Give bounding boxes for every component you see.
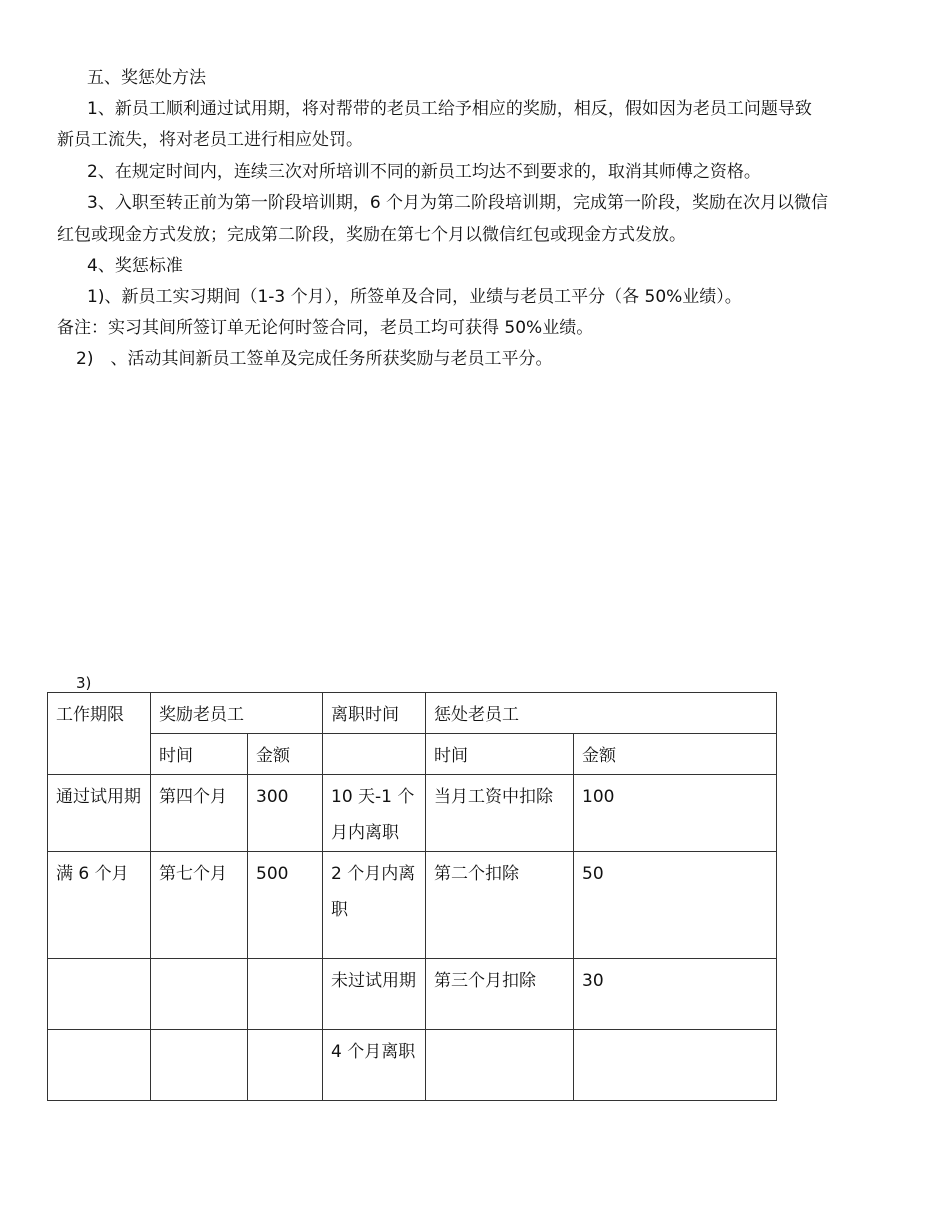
- header-penalty: 惩处老员工: [426, 693, 777, 734]
- cell-leave-time: 10 天-1 个月内离职: [323, 775, 426, 852]
- cell-reward-time: [151, 1030, 248, 1101]
- cell-reward-time: 第七个月: [151, 852, 248, 959]
- cell-penalty-amount: 50: [574, 852, 777, 959]
- cell-penalty-amount: 30: [574, 959, 777, 1030]
- table-row: [48, 959, 777, 1030]
- paragraph-3-line-1: 3、入职至转正前为第一阶段培训期，6 个月为第二阶段培训期，完成第一阶段，奖励在次月以微信: [87, 193, 829, 213]
- cell-leave-time: 未过试用期: [323, 959, 426, 1030]
- table-row: [48, 775, 777, 852]
- reward-penalty-table: [47, 692, 777, 1101]
- note: 备注：实习其间所签订单无论何时签合同，老员工均可获得 50%业绩。: [57, 318, 594, 338]
- subheader-penalty-amount: 金额: [574, 734, 777, 775]
- table-row: [48, 1030, 777, 1101]
- paragraph-4-heading: 4、奖惩标准: [87, 256, 183, 276]
- subheader-leave-empty: [323, 734, 426, 775]
- item-1: 1)、新员工实习期间（1-3 个月），所签单及合同，业绩与老员工平分（各 50%业绩）。: [87, 287, 742, 307]
- item-3-label: 3): [76, 674, 92, 692]
- header-work-period: 工作期限: [48, 693, 151, 775]
- cell-period: 通过试用期: [48, 775, 151, 852]
- item-2: 2) 、活动其间新员工签单及完成任务所获奖励与老员工平分。: [76, 349, 553, 369]
- paragraph-1-line-2: 新员工流失，将对老员工进行相应处罚。: [57, 130, 363, 150]
- cell-reward-amount: [248, 1030, 323, 1101]
- table-header-row: [48, 693, 777, 734]
- cell-penalty-amount: [574, 1030, 777, 1101]
- cell-penalty-amount: 100: [574, 775, 777, 852]
- cell-penalty-time: [426, 1030, 574, 1101]
- cell-penalty-time: 第三个月扣除: [426, 959, 574, 1030]
- header-leave-time: 离职时间: [323, 693, 426, 734]
- subheader-reward-amount: 金额: [248, 734, 323, 775]
- paragraph-1-line-1: 1、新员工顺利通过试用期，将对帮带的老员工给予相应的奖励，相反，假如因为老员工问题导致: [87, 99, 812, 119]
- cell-leave-time: 2 个月内离职: [323, 852, 426, 959]
- table-subheader-row: [48, 734, 777, 775]
- cell-period: [48, 959, 151, 1030]
- cell-period: [48, 1030, 151, 1101]
- table-row: [48, 852, 777, 959]
- subheader-penalty-time: 时间: [426, 734, 574, 775]
- cell-penalty-time: 当月工资中扣除: [426, 775, 574, 852]
- subheader-reward-time: 时间: [151, 734, 248, 775]
- cell-reward-time: [151, 959, 248, 1030]
- paragraph-2: 2、在规定时间内，连续三次对所培训不同的新员工均达不到要求的，取消其师傅之资格。: [87, 162, 761, 182]
- header-reward: 奖励老员工: [151, 693, 323, 734]
- cell-reward-time: 第四个月: [151, 775, 248, 852]
- cell-reward-amount: 500: [248, 852, 323, 959]
- cell-period: 满 6 个月: [48, 852, 151, 959]
- paragraph-3-line-2: 红包或现金方式发放；完成第二阶段，奖励在第七个月以微信红包或现金方式发放。: [57, 225, 686, 245]
- cell-penalty-time: 第二个扣除: [426, 852, 574, 959]
- cell-leave-time: 4 个月离职: [323, 1030, 426, 1101]
- cell-reward-amount: [248, 959, 323, 1030]
- section-heading: 五、奖惩处方法: [87, 68, 206, 88]
- cell-reward-amount: 300: [248, 775, 323, 852]
